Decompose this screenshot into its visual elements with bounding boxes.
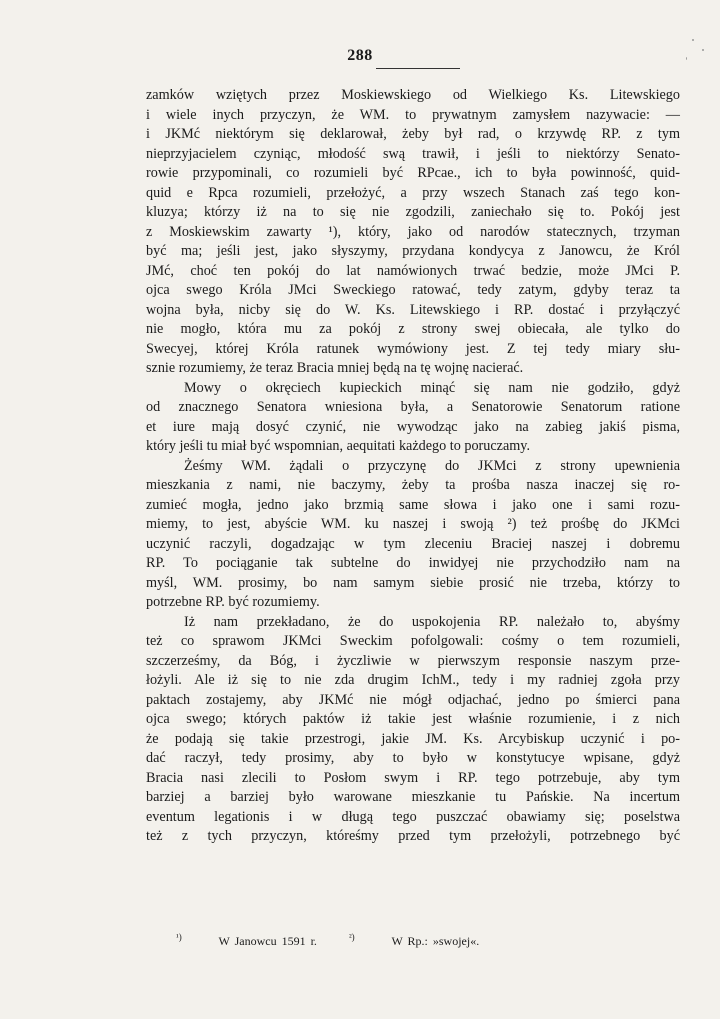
text-line: i JKMć niektórym się deklarował, żeby był rad, o krzywdę RP. z tym — [146, 126, 680, 142]
text-line: od znacznego Senatora wniesiona była, a Senatorowie Senatorum ratione — [146, 399, 680, 415]
text-line: Żeśmy WM. żądali o przyczynę do JKMci z strony upewnienia — [184, 457, 680, 474]
text-line: zumieć mogła, jedno jako brzmią same słowa i jako one i sami rozu- — [146, 496, 680, 513]
text-line: z Moskiewskim zawarty ¹), który, jako od narodów statecznych, trzyman — [146, 223, 680, 240]
text-line: też z tych przyczyn, któreśmy przed tym przełożyli, potrzebnego być — [146, 828, 680, 844]
scan-speck — [692, 39, 694, 41]
text-line: kluzya; którzy iż na to się nie zgodzili, zaniechało się to. Pokój jest — [146, 204, 680, 220]
text-line: i wiele inych przyczyn, że WM. to prywatnym zamysłem nazywacie: — — [146, 106, 680, 123]
text-line: Swecyej, której Króla ratunek wymówiony jest. Z tej tedy miary słu- — [146, 340, 680, 357]
scan-speck — [686, 57, 687, 60]
text-line: który jeśli tu miał być wspomnian, aequitati każdego to poruczamy. — [146, 438, 531, 454]
text-line: sznie rozumiemy, że teraz Bracia mniej będą na tę wojnę nacierać. — [146, 360, 524, 376]
text-line: potrzebne RP. być rozumiemy. — [146, 594, 320, 610]
footnote-marker: ²) — [348, 932, 355, 942]
text-line: ojca swego; których paktów iż takie jest właśnie rozumienie, i z nich — [146, 711, 680, 727]
text-line: Bracia nasi zlecili to Posłom swym i RP. tego potrzebuje, aby tym — [146, 769, 680, 786]
text-line: paktach zostajemy, aby JKMć nie mógł odjachać, jedno po śmierci pana — [146, 691, 680, 708]
text-line: zamków wziętych przez Moskiewskiego od Wielkiego Ks. Litewskiego — [146, 87, 680, 103]
footnote-text: W Rp.: »swojej«. — [391, 934, 480, 948]
footnote — [176, 934, 317, 948]
text-line: miemy, to jest, abyście WM. ku naszej i swoją ²) też prośbę do JKMci — [146, 516, 680, 532]
text-line: być ma; jeśli jest, jako słyszymy, przydana kondycya z Janowcu, że Król — [146, 243, 680, 259]
footnotes — [176, 932, 511, 949]
text-line: RP. To pociąganie tak subtelne do inwidyej nie przychodziło nam na — [146, 555, 680, 571]
text-line: ojca swego Króla JMci Sweckiego ratować, tedy zatym, gdyby teraz ta — [146, 282, 680, 298]
page-number: 288 — [347, 47, 373, 64]
text-line: myśl, WM. prosimy, bo nam samym siebie prosić nie trzeba, którzy to — [146, 574, 680, 591]
header-rule — [376, 68, 460, 69]
text-line: Iż nam przekładano, że do uspokojenia RP. należało to, abyśmy — [184, 613, 680, 630]
text-line: nieprzyjacielem czyniąc, młodość swą trawił, i jeśli to niektórzy Senato- — [146, 145, 680, 162]
text-line: Mowy o okręciech kupieckich minąć się nam nie godziło, gdyż — [184, 379, 680, 396]
text-line: wojna była, nicby się do W. Ks. Litewskiego i RP. dostać i przyłączyć — [146, 301, 680, 318]
text-line: eventum legationis i w długą tego puszczać obawiamy się; poselstwa — [146, 808, 680, 825]
text-line: rowie przypominali, co rozumieli być RPcae., ich to była powinność, quid- — [146, 165, 680, 181]
text-line: że podają się takie przestrogi, jakie JM. Ks. Arcybiskup uczynić i po- — [146, 730, 680, 747]
scan-speck — [702, 49, 704, 51]
text-line: et iure mają dosyć czynić, nie wywodząc jako na zabieg jakiś pisma, — [146, 418, 680, 435]
text-line: szczerześmy, da Bóg, i życzliwie w pierwszym responsie naszym prze- — [146, 652, 680, 669]
text-line: nie mogło, która mu za pokój z strony swej obiecała, ale tylko do — [146, 321, 680, 337]
footnote — [349, 934, 479, 948]
text-line: JMć, choć ten pokój do lat namówionych trwać bedzie, może JMci P. — [146, 262, 680, 279]
text-line: barziej a barziej było warowane mieszkanie tu Pańskie. Na incertum — [146, 789, 680, 805]
text-line: łożyli. Ale iż się to nie zda drugim IchM., tedy i my radniej zgoła przy — [146, 672, 680, 688]
text-line: dać raczył, tedy prosimy, aby to było w konstytucye wpisane, gdyż — [146, 750, 680, 766]
text-line: też co sprawom JKMci Sweckim pofolgowali: cośmy o tem rozumieli, — [146, 633, 680, 649]
footnote-text: W Janowcu 1591 r. — [218, 934, 317, 948]
text-line: mieszkania z nami, nie baczymy, żeby ta prośba nasza inaczej się ro- — [146, 477, 680, 493]
text-line: uczynić raczyli, dogadzając w tym zleceniu Braciej naszej i dobremu — [146, 535, 680, 552]
body-text — [146, 86, 680, 847]
footnote-marker: ¹) — [176, 932, 182, 942]
text-line: quid e Rpca rozumieli, przełożyć, a przy wszech Stanach zaś tego kon- — [146, 184, 680, 201]
scan-specks — [680, 35, 710, 65]
